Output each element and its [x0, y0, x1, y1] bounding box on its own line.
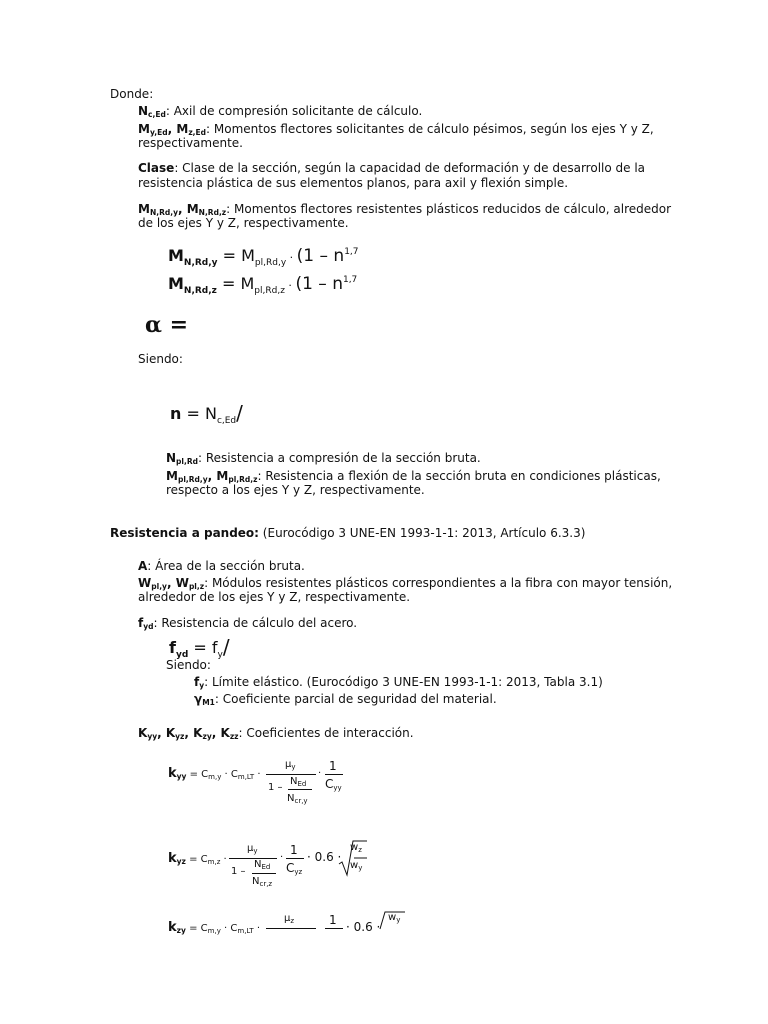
- definition-text: : Resistencia a compresión de la sección bruta.: [197, 451, 481, 465]
- symbol: f: [138, 616, 144, 630]
- def-nced: [138, 104, 422, 120]
- def-clase: [138, 161, 645, 176]
- kyy-one-minus: 1 –: [268, 782, 283, 793]
- symbol-subscript: pl,Rd,z: [228, 475, 258, 484]
- symbol-subscript: y: [199, 681, 205, 690]
- equation-mnrdy: [168, 246, 359, 266]
- ncr: N: [287, 793, 295, 804]
- kzy-c-bar: [325, 928, 343, 929]
- w-sub: z: [358, 846, 362, 854]
- ned: N: [290, 776, 298, 787]
- eq-dot: ·: [220, 854, 227, 865]
- kyz-wz: [350, 842, 362, 853]
- kyz-c-bar: [286, 858, 304, 859]
- symbol: M: [166, 469, 178, 483]
- symbol-subscript: N,Rd,y: [149, 208, 178, 217]
- separator: ,: [167, 122, 177, 136]
- equation-n: [170, 400, 243, 424]
- symbol: γ: [194, 692, 203, 706]
- def-fy: [194, 675, 603, 691]
- definition-text: : Módulos resistentes plásticos correspondientes a la fibra con mayor tensión,: [204, 576, 673, 590]
- kzy-mu: [284, 913, 294, 924]
- def-k-coef: [138, 726, 414, 742]
- section-title: Resistencia a pandeo:: [110, 526, 259, 540]
- eq-sup: 1,7: [342, 275, 358, 285]
- section-heading-pandeo: [110, 526, 585, 541]
- kyy-c: [325, 777, 342, 791]
- mu-sub: y: [291, 763, 296, 771]
- mu: μ: [247, 843, 254, 854]
- eq-lhs-sub: yy: [176, 772, 187, 781]
- symbol-subscript: pl,Rd,y: [177, 475, 208, 484]
- def-gamma-m1: [194, 692, 497, 708]
- symbol-subscript: y,Ed: [149, 128, 168, 137]
- kyy-inner-bar: [288, 789, 312, 790]
- kzy-wy: [388, 912, 400, 923]
- eq-lhs: M: [168, 274, 184, 293]
- kyz-c: [286, 861, 302, 875]
- symbol-subscript: yz: [175, 732, 185, 741]
- separator: ,: [157, 726, 166, 740]
- def-wpl-cont: alrededor de los ejes Y y Z, respectivamente.: [138, 590, 411, 604]
- separator: ,: [207, 469, 217, 483]
- eq-paren: (1 – n: [295, 274, 343, 294]
- kyz-lhs: [168, 851, 227, 866]
- symbol-subscript: zy: [202, 732, 212, 741]
- eq-paren: (1 – n: [296, 246, 345, 266]
- c-sub: yz: [294, 868, 303, 876]
- equation-mnrdz: [168, 274, 357, 294]
- eq-lhs: f: [169, 638, 176, 657]
- kyy-c-bar: [325, 774, 343, 775]
- mu-sub: z: [290, 917, 295, 925]
- eq-dot: ·: [318, 768, 322, 779]
- definition-text: : Axil de compresión solicitante de cálculo.: [165, 104, 423, 118]
- ncr-sub: cr,y: [294, 797, 308, 805]
- eq-lhs-sub: yz: [176, 857, 186, 866]
- eq-dot: · C: [220, 923, 238, 934]
- symbol: K: [165, 726, 176, 740]
- eq-dot: ·: [286, 251, 297, 264]
- kyy-lhs: [168, 766, 261, 781]
- ned: N: [254, 859, 262, 870]
- mu: μ: [284, 913, 291, 924]
- symbol-subscript: N,Rd,z: [198, 208, 227, 217]
- definition-text: : Área de la sección bruta.: [147, 559, 305, 573]
- eq-rhs: = C: [189, 854, 208, 865]
- symbol-subscript: zz: [229, 732, 239, 741]
- ncr: N: [252, 876, 260, 887]
- eq-sub: m,y: [208, 773, 222, 781]
- w-sub: y: [396, 916, 401, 924]
- eq-lhs: M: [168, 246, 184, 265]
- eq-sub: m,LT: [237, 773, 255, 781]
- eq-dot: · C: [221, 769, 238, 780]
- eq-rhs: = M: [217, 246, 255, 265]
- c: C: [325, 777, 334, 791]
- eq-rhs-sub: pl,Rd,y: [254, 258, 287, 268]
- symbol-subscript: pl,y: [151, 582, 167, 591]
- kyz-one: 1: [290, 843, 298, 857]
- definition-text: : Coeficientes de interacción.: [238, 726, 414, 740]
- symbol: K: [138, 726, 148, 740]
- w: w: [350, 860, 359, 871]
- symbol: M: [216, 469, 229, 483]
- kyz-ncr: [252, 876, 272, 887]
- kyy-mu: [285, 759, 296, 770]
- kyy-ncr: [287, 793, 308, 804]
- eq-dot: ·: [254, 769, 261, 780]
- symbol: W: [175, 576, 189, 590]
- symbol-subscript: z,Ed: [188, 128, 207, 137]
- symbol: W: [138, 576, 152, 590]
- w: w: [350, 842, 359, 853]
- kyz-tail: · 0.6 ·: [307, 850, 342, 864]
- ned-sub: Ed: [297, 780, 307, 788]
- kzy-one: 1: [329, 913, 337, 927]
- eq-dot: ·: [284, 279, 296, 292]
- kyy-ned: [290, 776, 306, 787]
- symbol-subscript: yd: [143, 622, 154, 631]
- def-mplrd-cont: respecto a los ejes Y y Z, respectivamente.: [166, 483, 425, 497]
- eq-lhs-sub: yd: [175, 650, 189, 660]
- eq-lhs-sub: N,Rd,z: [183, 286, 217, 296]
- w-sub: y: [358, 864, 363, 872]
- alpha-equation: α =: [145, 312, 189, 338]
- symbol: M: [138, 122, 150, 136]
- definition-text: : Clase de la sección, según la capacidad de deformación y de desarrollo de la: [174, 161, 646, 175]
- eq-lhs-sub: N,Rd,y: [183, 258, 218, 268]
- kyz-mu: [247, 843, 258, 854]
- eq-slash: /: [236, 401, 243, 425]
- eq-sup: 1,7: [344, 247, 359, 257]
- eq-rhs-sub: y: [217, 650, 223, 660]
- symbol: K: [193, 726, 203, 740]
- symbol: f: [194, 675, 200, 689]
- eq-lhs-sub: zy: [176, 926, 186, 935]
- kyz-one-minus: 1 –: [231, 866, 246, 877]
- symbol: N: [138, 104, 149, 118]
- eq-sub: m,z: [207, 858, 221, 866]
- separator: ,: [211, 726, 221, 740]
- definition-text: : Límite elástico. (Eurocódigo 3 UNE-EN 1993-1-1: 2013, Tabla 3.1): [204, 675, 603, 689]
- separator: ,: [166, 576, 176, 590]
- def-nplrd: [166, 451, 481, 467]
- mu-sub: y: [253, 847, 258, 855]
- ncr-sub: cr,z: [259, 880, 273, 888]
- eq-rhs: = C: [189, 923, 208, 934]
- eq-rhs: = f: [188, 638, 218, 657]
- equation-fyd: [169, 634, 230, 658]
- def-area: [138, 559, 305, 574]
- clase-label: Clase: [138, 161, 175, 175]
- definition-text: : Momentos flectores solicitantes de cálculo pésimos, según los ejes Y y Z,: [206, 122, 654, 136]
- ned-sub: Ed: [261, 863, 271, 871]
- symbol-subscript: pl,Rd: [176, 457, 198, 466]
- kzy-lhs: [168, 920, 260, 935]
- mu: μ: [285, 759, 292, 770]
- w: w: [388, 912, 397, 923]
- eq-sub: m,y: [207, 927, 221, 935]
- eq-dot: ·: [280, 852, 284, 863]
- definition-text: : Coeficiente parcial de seguridad del material.: [214, 692, 497, 706]
- symbol: M: [176, 122, 189, 136]
- siendo-label: Siendo:: [138, 352, 183, 366]
- eq-rhs: = M: [216, 274, 255, 293]
- definition-text: : Resistencia a flexión de la sección bruta en condiciones plásticas,: [257, 469, 661, 483]
- symbol-subscript: c,Ed: [148, 110, 166, 119]
- eq-rhs-sub: pl,Rd,z: [254, 286, 285, 296]
- definition-text: : Momentos flectores resistentes plásticos reducidos de cálculo, alrededor: [226, 202, 672, 216]
- def-mnrd-cont: de los ejes Y y Z, respectivamente.: [138, 216, 349, 230]
- eq-rhs-sub: c,Ed: [216, 416, 237, 426]
- eq-dot: ·: [253, 923, 260, 934]
- symbol-subscript: pl,z: [188, 582, 205, 591]
- eq-lhs: k: [168, 851, 177, 866]
- eq-lhs: n: [170, 404, 182, 423]
- section-reference: (Eurocódigo 3 UNE-EN 1993-1-1: 2013, Artículo 6.3.3): [258, 526, 586, 540]
- separator: ,: [184, 726, 194, 740]
- c-sub: yy: [333, 784, 342, 792]
- symbol: N: [166, 451, 177, 465]
- c: C: [286, 861, 295, 875]
- symbol-subscript: M1: [202, 698, 215, 707]
- kzy-fraction-bar: [266, 928, 316, 929]
- kyz-wy: [350, 860, 362, 871]
- symbol: A: [138, 559, 148, 573]
- donde-label: Donde:: [110, 87, 154, 101]
- separator: ,: [177, 202, 187, 216]
- kzy-tail: · 0.6 ·: [346, 920, 381, 934]
- kyy-fraction-bar: [266, 774, 316, 775]
- siendo-label-2: Siendo:: [166, 658, 211, 672]
- eq-slash: /: [222, 635, 230, 659]
- eq-lhs: k: [168, 766, 177, 781]
- symbol: M: [138, 202, 150, 216]
- symbol: M: [186, 202, 199, 216]
- symbol: K: [220, 726, 230, 740]
- def-clase-cont: resistencia plástica de sus elementos planos, para axil y flexión simple.: [138, 176, 569, 190]
- eq-sub: m,LT: [237, 927, 254, 935]
- def-fyd: [138, 616, 357, 632]
- kyz-ned: [254, 859, 270, 870]
- def-myed-mzed-cont: respectivamente.: [138, 136, 243, 150]
- definition-text: : Resistencia de cálculo del acero.: [153, 616, 358, 630]
- kyy-one: 1: [329, 759, 337, 773]
- eq-lhs: k: [168, 920, 177, 935]
- eq-rhs: = N: [181, 404, 217, 423]
- symbol-subscript: yy: [147, 732, 158, 741]
- eq-rhs: = C: [189, 769, 209, 780]
- kyz-inner-bar: [252, 873, 276, 874]
